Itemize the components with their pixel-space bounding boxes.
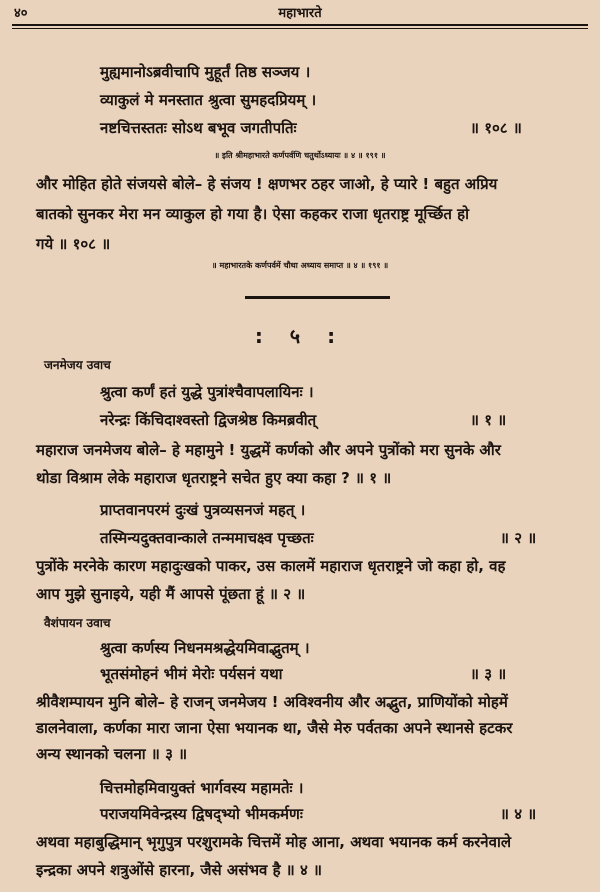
- verse-line: श्रुत्वा कर्णं हतं युद्धे पुत्रांश्चैवापलायिनः ।: [100, 383, 314, 401]
- prose-line: आप मुझे सुनाइये, यही मैं आपसे पूंछता हूं ॥ २ ॥: [36, 585, 306, 603]
- page-header: [0, 0, 600, 26]
- verse-number: ॥ ४ ॥: [500, 805, 537, 823]
- prose-line: अन्य स्थानको चलना ॥ ३ ॥: [36, 745, 188, 763]
- verse-line: चित्तमोहमिवायुक्तं भार्गवस्य महामतेः ।: [100, 779, 304, 797]
- prose-line: गये ॥ १०८ ॥: [36, 235, 111, 253]
- verse-line: भूतसंमोहनं भीमं मेरोः पर्यसनं यथा: [100, 665, 283, 683]
- prose-line: पुत्रोंके मरनेके कारण महादुःखको पाकर, उस कालमें महाराज धृतराष्ट्रने जो कहा हो, वह: [36, 557, 506, 575]
- verse-number: ॥ १ ॥: [470, 411, 507, 429]
- section-divider: [245, 296, 390, 299]
- colophon-hindi: ॥ महाभारतके कर्णपर्वमें चौथा अध्याय समाप्त ॥ ४ ॥ १९१ ॥: [211, 261, 389, 270]
- header-rule-thin: [12, 28, 588, 29]
- prose-line: डालनेवाला, कर्णका मारा जाना ऐसा भयानक था, जैसे मेरु पर्वतका अपने स्थानसे हटकर: [36, 719, 513, 737]
- verse-line: प्राप्तवानपरमं दुःखं पुत्रव्यसनजं महत् ।: [100, 501, 306, 519]
- chapter-heading: : ५ :: [254, 324, 346, 348]
- speaker-label: वैशंपायन उवाच: [44, 616, 111, 630]
- page-number: ४०: [14, 6, 28, 21]
- verse-line: श्रुत्वा कर्णस्य निधनमश्रद्धेयमिवाद्भुतम् ।: [100, 639, 310, 657]
- header-rule: [12, 24, 588, 26]
- verse-line: व्याकुलं मे मनस्तात श्रुत्वा सुमहदप्रियम् ।: [100, 91, 317, 109]
- prose-line: थोडा विश्राम लेके महाराज धृतराष्ट्रने सचेत हुए क्या कहा ? ॥ १ ॥: [36, 469, 392, 487]
- colophon-sanskrit: ॥ इति श्रीमहाभारते कर्णपर्वणि चतुर्थोऽध्यायः ॥ ४ ॥ १९१ ॥: [214, 151, 386, 160]
- prose-line: बातको सुनकर मेरा मन व्याकुल हो गया है। ऐसा कहकर राजा धृतराष्ट्र मूर्च्छित हो: [36, 205, 469, 223]
- prose-line: और मोहित होते संजयसे बोले– हे संजय ! क्षणभर ठहर जाओ, हे प्यारे ! बहुत अप्रिय: [36, 175, 498, 193]
- verse-line: मुह्यमानोऽब्रवीचापि मुहूर्तं तिष्ठ सञ्जय ।: [100, 63, 311, 81]
- speaker-label: जनमेजय उवाच: [44, 358, 111, 372]
- prose-line: अथवा महाबुद्धिमान् भृगुपुत्र परशुरामके चित्तमें मोह आना, अथवा भयानक कर्म करनेवाले: [36, 833, 511, 851]
- prose-line: महाराज जनमेजय बोले– हे महामुने ! युद्धमें कर्णको और अपने पुत्रोंको मरा सुनके और: [36, 441, 501, 459]
- verse-line: पराजयमिवेन्द्रस्य द्विषद्भ्यो भीमकर्मणः: [100, 805, 303, 823]
- verse-line: नष्टचित्तस्ततः सोऽथ बभूव जगतीपतिः: [100, 119, 297, 137]
- verse-number: ॥ ३ ॥: [470, 665, 507, 683]
- prose-line: श्रीवैशम्पायन मुनि बोले– हे राजन् जनमेजय ! अविश्वनीय और अद्भुत, प्राणियोंको मोहमें: [36, 693, 508, 711]
- verse-line: नरेन्द्रः किंचिदाश्वस्तो द्विजश्रेष्ठ किमब्रवीत्: [100, 411, 317, 429]
- verse-line: तस्मिन्यदुक्तवान्काले तन्ममाचक्ष्व पृच्छतः: [100, 529, 314, 547]
- verse-number: ॥ १०८ ॥: [470, 119, 522, 137]
- prose-line: इन्द्रका अपने शत्रुओंसे हारना, जैसे असंभव है ॥ ४ ॥: [36, 861, 323, 879]
- verse-number: ॥ २ ॥: [500, 529, 537, 547]
- running-title: महाभारते: [278, 6, 322, 21]
